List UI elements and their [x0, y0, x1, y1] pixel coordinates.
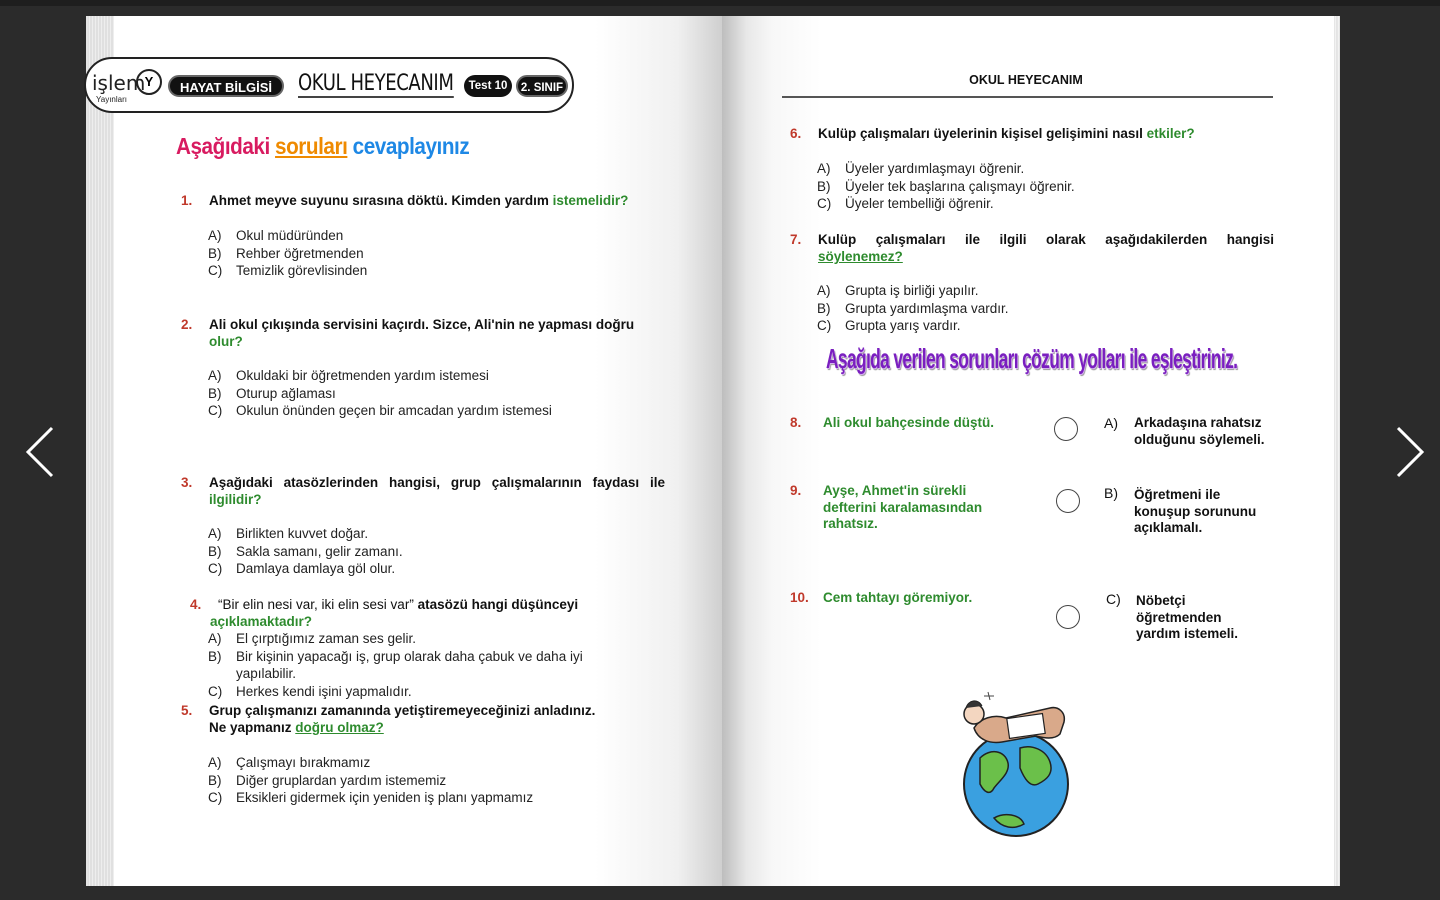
option[interactable] [817, 317, 1009, 335]
option-letter: C) [208, 263, 223, 279]
answer-circle-8[interactable] [1054, 417, 1078, 441]
instruction-word: cevaplayınız [352, 133, 470, 159]
option[interactable] [208, 227, 367, 245]
question-1-options [208, 227, 367, 280]
question-4-options [208, 630, 583, 700]
worksheet-title: OKUL HEYECANIM [298, 71, 454, 96]
option[interactable] [208, 630, 583, 648]
option-letter: A) [208, 755, 222, 770]
option-letter: B) [208, 648, 222, 664]
instruction-heading [176, 133, 469, 160]
question-2-options [208, 367, 552, 420]
question-number: 10. [790, 590, 809, 605]
publisher-logo-sub: Yayınları [96, 95, 127, 104]
page-edges [88, 16, 114, 886]
question-text: Ahmet meyve suyunu sırasına döktü. Kimden yardım [209, 193, 553, 208]
option-letter: A) [208, 631, 222, 646]
match-answer-a [1104, 415, 1276, 448]
option-letter: B) [817, 300, 831, 316]
option-letter: A) [208, 228, 222, 243]
question-1 [181, 192, 665, 209]
question-7 [790, 231, 1274, 265]
question-number: 2. [181, 317, 193, 332]
top-bar [0, 0, 1440, 6]
option-text: Herkes kendi işini yapmalıdır. [236, 683, 412, 699]
proverb-quote: “Bir elin nesi var, iki elin sesi var” [218, 597, 414, 612]
option[interactable] [817, 160, 1075, 178]
question-7-options [817, 282, 1009, 335]
option[interactable] [208, 543, 403, 561]
option[interactable] [208, 385, 552, 403]
globe-reader-illustration [950, 688, 1082, 840]
option-text: Okul müdüründen [236, 228, 344, 243]
question-number: 6. [790, 126, 802, 141]
option-letter: C) [208, 561, 223, 577]
question-keyword: doğru olmaz? [295, 720, 384, 735]
question-text: Ali okul çıkışında servisini kaçırdı. Sizce, Ali'nin ne yapması doğru [209, 317, 635, 332]
option-text: Grupta yardımlaşma vardır. [845, 300, 1009, 316]
question-number: 5. [181, 703, 193, 718]
publisher-logo: işlem [92, 71, 146, 95]
option-text: Okulun önünden geçen bir amcadan yardım istemesi [236, 403, 552, 419]
option-letter: A) [817, 161, 831, 176]
option-letter: C) [208, 403, 223, 419]
option[interactable] [208, 245, 367, 263]
option[interactable] [817, 178, 1075, 196]
question-keyword: ilgilidir? [209, 492, 262, 507]
option-letter: C) [817, 196, 832, 212]
option-text: yapılabilir. [236, 666, 297, 682]
question-keyword: olur? [209, 334, 243, 349]
answer-text: yardım istemeli. [1136, 626, 1239, 641]
option-text: Okuldaki bir öğretmenden yardım istemesi [236, 368, 489, 383]
question-4 [190, 596, 630, 613]
test-badge: Test 10 [464, 75, 512, 97]
option-letter: C) [817, 318, 832, 334]
option-text: Rehber öğretmenden [236, 245, 364, 261]
answer-text: Nöbetçi [1136, 593, 1186, 608]
question-text: Cem tahtayı göremiyor. [823, 590, 973, 605]
option-letter: B) [208, 385, 222, 401]
question-text: Grup çalışmanızı zamanında yetiştiremeyeceğinizi anladınız. [209, 703, 596, 718]
question-number: 4. [190, 597, 202, 612]
question-keyword: açıklamaktadır? [210, 614, 313, 629]
question-5 [181, 702, 665, 736]
option-text: Diğer gruplardan yardım istememiz [236, 772, 447, 788]
answer-letter: A) [1104, 415, 1118, 431]
option[interactable] [208, 648, 583, 666]
option[interactable] [208, 789, 533, 807]
answer-text: olduğunu söylemeli. [1134, 431, 1265, 447]
question-2 [181, 316, 665, 350]
option-text: Üyeler tek başlarına çalışmayı öğrenir. [845, 178, 1075, 194]
option-text: Bir kişinin yapacağı iş, grup olarak daha çabuk ve daha iyi [236, 648, 583, 664]
option[interactable] [817, 300, 1009, 318]
option-text: Eksikleri gidermek için yeniden iş planı yapmamız [236, 790, 534, 806]
option[interactable] [208, 560, 403, 578]
question-6-options [817, 160, 1075, 213]
question-text: Ne yapmanız [209, 720, 296, 735]
question-number: 7. [790, 232, 802, 247]
question-number: 1. [181, 193, 193, 208]
question-number: 8. [790, 415, 802, 430]
answer-circle-10[interactable] [1056, 605, 1080, 629]
option-text: Çalışmayı bırakmamız [236, 755, 371, 770]
next-page-button[interactable] [1380, 420, 1440, 484]
option[interactable] [208, 525, 403, 543]
question-4-keyword-line [210, 613, 312, 630]
option[interactable] [208, 772, 533, 790]
option-text: Sakla samanı, gelir zamanı. [236, 543, 403, 559]
option[interactable] [208, 402, 552, 420]
answer-text: Öğretmeni ile [1134, 487, 1221, 502]
grade-badge: 2. SINIF [516, 75, 568, 97]
page-edges [1334, 16, 1340, 886]
chevron-right-icon [1390, 424, 1430, 480]
answer-letter: B) [1104, 485, 1118, 501]
question-text: Kulüp çalışmaları ile ilgili olarak aşağıdakilerden hangisi [818, 232, 1274, 247]
option-letter: B) [208, 245, 222, 261]
chevron-left-icon [20, 424, 60, 480]
question-text: Kulüp çalışmaları üyelerinin kişisel gelişimini nasıl [818, 126, 1147, 141]
option-letter: A) [208, 526, 222, 541]
instruction-word: soruları [275, 133, 348, 159]
option-letter: B) [208, 543, 222, 559]
question-text: rahatsız. [823, 516, 878, 531]
option-text: Üyeler tembelliği öğrenir. [845, 196, 994, 212]
option-text: Oturup ağlaması [236, 385, 336, 401]
question-text: Aşağıdaki atasözlerinden hangisi, grup çalışmalarının faydası ile [209, 475, 665, 490]
option-text: Damlaya damlaya göl olur. [236, 561, 396, 577]
option-letter: C) [208, 683, 223, 699]
question-keyword: istemelidir? [552, 193, 629, 208]
question-keyword: söylenemez? [818, 249, 903, 264]
option-letter: A) [817, 283, 831, 298]
option-text: Grupta iş birliği yapılır. [845, 283, 979, 298]
option-text: Birlikten kuvvet doğar. [236, 526, 369, 541]
option[interactable] [817, 282, 1009, 300]
title-divider [782, 96, 1273, 98]
option-text: Temizlik görevlisinden [236, 263, 368, 279]
page-title: OKUL HEYECANIM [969, 73, 1083, 87]
option[interactable] [208, 754, 533, 772]
answer-text: konuşup sorununu [1134, 503, 1257, 519]
question-5-options [208, 754, 533, 807]
answer-text: öğretmenden [1136, 609, 1222, 625]
question-text: atasözü hangi düşünceyi [413, 597, 579, 612]
subject-badge: HAYAT BİLGİSİ [168, 75, 284, 97]
question-6 [790, 125, 1274, 142]
option-letter: B) [817, 178, 831, 194]
option-letter: A) [208, 368, 222, 383]
match-question-8 [790, 415, 1020, 432]
matching-heading: Aşağıda verilen sorunları çözüm yolları ile eşleştiriniz. [826, 343, 1238, 374]
option[interactable] [208, 262, 367, 280]
option-text: El çırptığımız zaman ses gelir. [236, 631, 417, 646]
answer-letter: C) [1106, 591, 1121, 607]
question-3 [181, 474, 665, 508]
option-letter: B) [208, 772, 222, 788]
worksheet-header [84, 57, 574, 113]
option-continuation [208, 665, 583, 683]
option-letter [208, 665, 236, 683]
answer-text: Arkadaşına rahatsız [1134, 415, 1262, 430]
question-text: Ayşe, Ahmet'in sürekli [823, 483, 967, 498]
option[interactable] [208, 367, 552, 385]
match-question-10 [790, 590, 1020, 607]
match-answer-b [1104, 485, 1276, 537]
prev-page-button[interactable] [10, 420, 70, 484]
publisher-mark-icon: Y [136, 69, 162, 95]
option[interactable] [817, 195, 1075, 213]
match-answer-c [1106, 591, 1278, 643]
question-text: Ali okul bahçesinde düştü. [823, 415, 995, 430]
option-letter: C) [208, 790, 223, 806]
question-number: 3. [181, 475, 193, 490]
answer-text: açıklamalı. [1134, 520, 1203, 535]
match-question-9 [790, 483, 1020, 533]
option[interactable] [208, 683, 583, 701]
question-text: defterini karalamasından [823, 499, 983, 515]
option-text: Üyeler yardımlaşmayı öğrenir. [845, 161, 1025, 176]
answer-circle-9[interactable] [1056, 489, 1080, 513]
question-keyword: etkiler? [1146, 126, 1195, 141]
question-3-options [208, 525, 403, 578]
question-number: 9. [790, 483, 802, 498]
option-text: Grupta yarış vardır. [845, 318, 961, 334]
instruction-word: Aşağıdaki [176, 133, 270, 159]
